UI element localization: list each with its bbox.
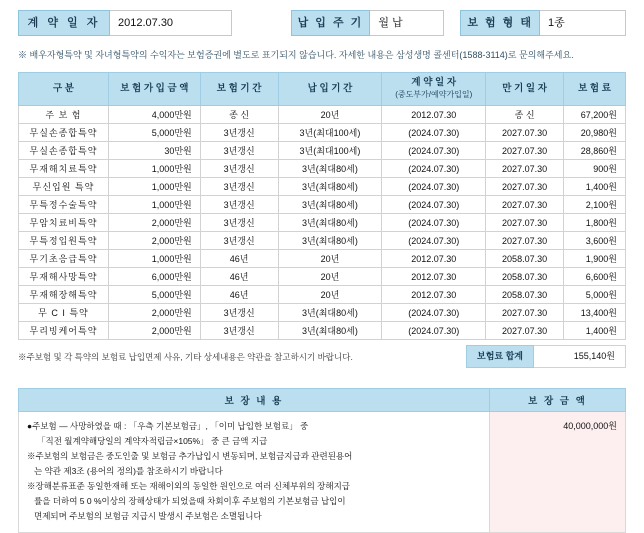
cell-division: 무실손종합특약 xyxy=(19,142,109,160)
cell-division: 무실손종합특약 xyxy=(19,124,109,142)
cell-payment-term: 20년 xyxy=(278,106,382,124)
table-row xyxy=(19,178,626,196)
insurance-type-label: 보 험 형 태 xyxy=(460,10,540,36)
table-row xyxy=(19,196,626,214)
table-row xyxy=(19,106,626,124)
cell-amount: 4,000만원 xyxy=(108,106,200,124)
cell-term: 46년 xyxy=(200,286,278,304)
payment-cycle-value: 월 납 xyxy=(370,10,444,36)
table-row xyxy=(19,232,626,250)
cell-contract-date: (2024.07.30) xyxy=(382,304,486,322)
col-header-contract-date-line1: 계 약 일 자 xyxy=(411,77,457,88)
coverage-content-header: 보 장 내 용 xyxy=(18,388,490,412)
cell-division: 무 C I 특약 xyxy=(19,304,109,322)
cell-term: 3년갱신 xyxy=(200,214,278,232)
cell-term: 종 신 xyxy=(200,106,278,124)
cell-contract-date: (2024.07.30) xyxy=(382,196,486,214)
cell-term: 3년갱신 xyxy=(200,178,278,196)
coverage-line: 률을 더하여 5 0 %이상의 장해상태가 되었을때 차회이후 주보험의 기본보험금 납입이 xyxy=(34,496,346,506)
cell-amount: 5,000만원 xyxy=(108,124,200,142)
coverage-header xyxy=(18,388,626,412)
cell-contract-date: (2024.07.30) xyxy=(382,142,486,160)
cell-maturity-date: 2027.07.30 xyxy=(486,304,564,322)
table-row xyxy=(19,142,626,160)
cell-premium: 13,400원 xyxy=(564,304,626,322)
payment-cycle-label: 납 입 주 기 xyxy=(291,10,371,36)
cell-term: 46년 xyxy=(200,268,278,286)
coverage-line: ※주보험의 보험금은 중도인출 및 보험금 추가납입시 변동되며, 보험금지급과 관련된용어 xyxy=(27,451,353,461)
cell-premium: 3,600원 xyxy=(564,232,626,250)
cell-payment-term: 20년 xyxy=(278,268,382,286)
header-spacer xyxy=(232,10,291,36)
cell-payment-term: 3년(최대100세) xyxy=(278,142,382,160)
col-header-maturity-date: 만 기 일 자 xyxy=(486,73,564,106)
cell-term: 3년갱신 xyxy=(200,232,278,250)
col-header-division: 구 분 xyxy=(19,73,109,106)
cell-division: 무리빙케어특약 xyxy=(19,322,109,340)
cell-amount: 1,000만원 xyxy=(108,178,200,196)
cell-maturity-date: 2027.07.30 xyxy=(486,142,564,160)
cell-amount: 2,000만원 xyxy=(108,322,200,340)
cell-division: 무특정수술특약 xyxy=(19,196,109,214)
premium-footnote: ※주보험 및 각 특약의 보험료 납입면제 사유, 기타 상세내용은 약관을 참고하시기 바랍니다. xyxy=(18,352,353,362)
cell-maturity-date: 2027.07.30 xyxy=(486,178,564,196)
cell-premium: 1,400원 xyxy=(564,178,626,196)
col-header-term: 보 험 기 간 xyxy=(200,73,278,106)
cell-amount: 1,000만원 xyxy=(108,250,200,268)
cell-payment-term: 3년(최대80세) xyxy=(278,214,382,232)
cell-payment-term: 3년(최대80세) xyxy=(278,178,382,196)
cell-payment-term: 20년 xyxy=(278,250,382,268)
premium-total-box xyxy=(466,345,626,368)
cell-payment-term: 3년(최대80세) xyxy=(278,304,382,322)
cell-division: 무재해사망특약 xyxy=(19,268,109,286)
cell-amount: 1,000만원 xyxy=(108,196,200,214)
cell-term: 3년갱신 xyxy=(200,322,278,340)
col-header-contract-date xyxy=(382,73,486,106)
col-header-payment-term: 납 입 기 간 xyxy=(278,73,382,106)
cell-premium: 6,600원 xyxy=(564,268,626,286)
table-row xyxy=(19,250,626,268)
cell-premium: 1,800원 xyxy=(564,214,626,232)
col-header-amount: 보 험 가 입 금 액 xyxy=(108,73,200,106)
cell-maturity-date: 2027.07.30 xyxy=(486,160,564,178)
cell-payment-term: 3년(최대80세) xyxy=(278,232,382,250)
cell-amount: 30만원 xyxy=(108,142,200,160)
cell-division: 무특정입원특약 xyxy=(19,232,109,250)
cell-contract-date: (2024.07.30) xyxy=(382,124,486,142)
table-row xyxy=(19,286,626,304)
cell-maturity-date: 2027.07.30 xyxy=(486,196,564,214)
cell-payment-term: 3년(최대80세) xyxy=(278,322,382,340)
table-row xyxy=(19,124,626,142)
cell-premium: 5,000원 xyxy=(564,286,626,304)
coverage-line: ●주보험 — 사망하였을 때 : 「우측 기본보험금」, 「이미 납입한 보험료」 중 xyxy=(27,421,309,431)
cell-term: 3년갱신 xyxy=(200,160,278,178)
cell-contract-date: (2024.07.30) xyxy=(382,232,486,250)
coverage-body xyxy=(18,412,626,533)
cell-premium: 20,980원 xyxy=(564,124,626,142)
cell-contract-date: (2024.07.30) xyxy=(382,178,486,196)
cell-maturity-date: 2027.07.30 xyxy=(486,322,564,340)
cell-maturity-date: 2058.07.30 xyxy=(486,250,564,268)
cell-payment-term: 3년(최대80세) xyxy=(278,160,382,178)
cell-term: 3년갱신 xyxy=(200,304,278,322)
table-header-row xyxy=(19,73,626,106)
cell-contract-date: (2024.07.30) xyxy=(382,160,486,178)
cell-contract-date: 2012.07.30 xyxy=(382,268,486,286)
cell-division: 무재해치료특약 xyxy=(19,160,109,178)
table-body xyxy=(19,106,626,340)
cell-amount: 1,000만원 xyxy=(108,160,200,178)
footnote-total-row xyxy=(18,345,626,368)
cell-premium: 28,860원 xyxy=(564,142,626,160)
premium-total-value: 155,140원 xyxy=(534,345,626,368)
cell-division: 무신입원 특약 xyxy=(19,178,109,196)
header-spacer-2 xyxy=(444,10,460,36)
cell-payment-term: 3년(최대100세) xyxy=(278,124,382,142)
coverage-amount-header: 보 장 금 액 xyxy=(490,388,626,412)
premium-total-label: 보험료 합계 xyxy=(466,345,534,368)
coverage-line: 는 약관 제3조 (용어의 정의)를 참조하시기 바랍니다 xyxy=(34,466,223,476)
cell-maturity-date: 2027.07.30 xyxy=(486,214,564,232)
cell-term: 3년갱신 xyxy=(200,142,278,160)
cell-premium: 1,400원 xyxy=(564,322,626,340)
cell-division: 주 보 험 xyxy=(19,106,109,124)
cell-division: 무암치료비특약 xyxy=(19,214,109,232)
coverage-text xyxy=(19,412,489,532)
cell-premium: 1,900원 xyxy=(564,250,626,268)
coverage-line: 면제되며 주보험의 보험금 지급시 발생시 주보험은 소멸됩니다 xyxy=(34,511,262,521)
cell-payment-term: 20년 xyxy=(278,286,382,304)
cell-maturity-date: 종 신 xyxy=(486,106,564,124)
table-row xyxy=(19,160,626,178)
cell-contract-date: (2024.07.30) xyxy=(382,214,486,232)
cell-division: 무재해장해특약 xyxy=(19,286,109,304)
cell-maturity-date: 2058.07.30 xyxy=(486,286,564,304)
coverage-line: ※장해분류표준 동일한재해 또는 재해이외의 동일한 원인으로 여러 신체부위의 장해지급 xyxy=(27,481,350,491)
cell-premium: 67,200원 xyxy=(564,106,626,124)
col-header-premium: 보 험 료 xyxy=(564,73,626,106)
table-row xyxy=(19,214,626,232)
cell-premium: 900원 xyxy=(564,160,626,178)
cell-term: 46년 xyxy=(200,250,278,268)
col-header-contract-date-line2: (중도부가/예약가입일) xyxy=(395,90,473,99)
cell-contract-date: 2012.07.30 xyxy=(382,286,486,304)
insurance-contract-page xyxy=(0,10,644,521)
cell-maturity-date: 2027.07.30 xyxy=(486,232,564,250)
contract-date-label: 계 약 일 자 xyxy=(18,10,110,36)
table-row xyxy=(19,322,626,340)
coverage-line: 「직전 월계약해당일의 계약자적립금×105%」 중 큰 금액 지급 xyxy=(37,436,268,446)
cell-term: 3년갱신 xyxy=(200,124,278,142)
contract-date-value: 2012.07.30 xyxy=(110,10,232,36)
cell-payment-term: 3년(최대80세) xyxy=(278,196,382,214)
cell-contract-date: 2012.07.30 xyxy=(382,250,486,268)
insurance-type-value: 1종 xyxy=(540,10,626,36)
cell-contract-date: (2024.07.30) xyxy=(382,322,486,340)
cell-maturity-date: 2058.07.30 xyxy=(486,268,564,286)
cell-maturity-date: 2027.07.30 xyxy=(486,124,564,142)
cell-premium: 2,100원 xyxy=(564,196,626,214)
cell-amount: 2,000만원 xyxy=(108,232,200,250)
contract-header-row xyxy=(0,10,644,36)
policy-table xyxy=(18,72,626,340)
table-row xyxy=(19,304,626,322)
cell-amount: 2,000만원 xyxy=(108,214,200,232)
cell-amount: 5,000만원 xyxy=(108,286,200,304)
cell-term: 3년갱신 xyxy=(200,196,278,214)
table-row xyxy=(19,268,626,286)
beneficiary-notice: ※ 배우자형특약 및 자녀형특약의 수익자는 보험증권에 별도로 표기되지 않습니다. 자세한 내용은 삼성생명 콜센터(1588-3114)로 문의해주세요. xyxy=(18,50,574,60)
cell-amount: 6,000만원 xyxy=(108,268,200,286)
cell-division: 무기초응급특약 xyxy=(19,250,109,268)
cell-amount: 2,000만원 xyxy=(108,304,200,322)
cell-contract-date: 2012.07.30 xyxy=(382,106,486,124)
coverage-amount-value: 40,000,000원 xyxy=(489,412,625,532)
